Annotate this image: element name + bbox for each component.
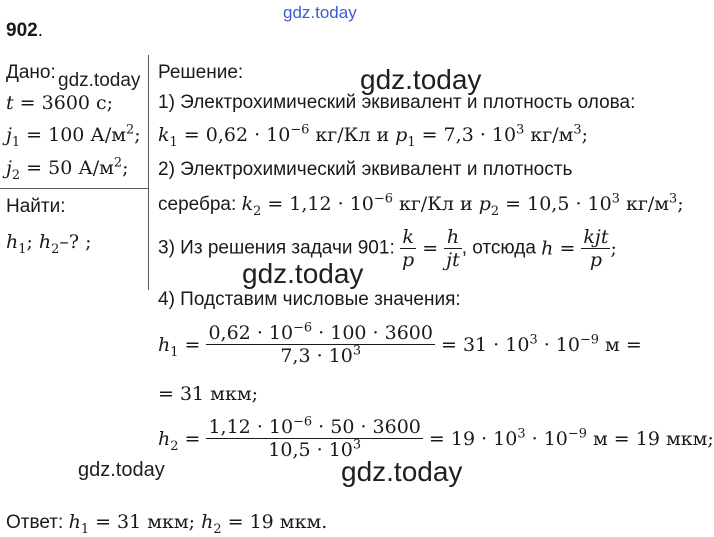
- watermark-upper-right: gdz.today: [360, 64, 482, 95]
- find-unknowns: $h_1$; $h_2-$? ;: [6, 231, 92, 257]
- horizontal-divider: [0, 188, 149, 189]
- solution-title: Решение:: [158, 62, 244, 83]
- watermark-bottom-left: gdz.today: [78, 459, 165, 481]
- solution-h1-result: = 31 мкм;: [158, 383, 259, 405]
- watermark-middle: gdz.today: [242, 258, 364, 289]
- solution-step1: 1) Электрохимический эквивалент и плотность олова:: [158, 92, 636, 113]
- find-title: Найти:: [6, 196, 66, 217]
- vertical-divider: [148, 55, 149, 290]
- solution-step3: 3) Из решения задачи 901: $\frac{k}{p}$ = $\frac{h}{jt}$ , отсюда h = $\frac{\text{kjt}}{p}$ ;: [158, 226, 617, 271]
- solution-step2: 2) Электрохимический эквивалент и плотность: [158, 159, 573, 180]
- solution-step4: 4) Подставим числовые значения:: [158, 289, 461, 310]
- problem-number: 902.: [6, 20, 43, 41]
- given-title: Дано:: [6, 62, 56, 83]
- solution-h1: $h_1$ = $\frac{0,62 \cdot 10^{-6} \cdot 100 \cdot 3600}{7,3 \cdot 10^3}$ = $31 \cdot 10^3 \cdot 10^{-9}$ м =: [158, 320, 642, 367]
- solution-h2: $h_2$ = $\frac{1,12 \cdot 10^{-6} \cdot 50 \cdot 3600}{10,5 \cdot 10^3}$ = $19 \cdot 10^3 \cdot 10^{-9}$ м = 19 мкм;: [158, 414, 714, 461]
- given-j2: $j_2 = 50$ $А/м^2$;: [6, 155, 129, 183]
- given-t: t = 3600 с;: [6, 92, 114, 114]
- given-j1: $j_1 = 100$ $А/м^2$;: [6, 122, 141, 150]
- solution-step2-values: серебра: $k_2 = 1,12 \cdot 10^{-6}$ кг/Кл и $p_2 = 10,5 \cdot 10^3$ $кг/м^3$;: [158, 191, 684, 219]
- solution-step1-values: $k_1 = 0,62 \cdot 10^{-6}$ кг/Кл и $p_1 = 7,3 \cdot 10^3$ $кг/м^3$;: [158, 122, 588, 150]
- watermark-top: gdz.today: [283, 3, 357, 22]
- watermark-given: gdz.today: [58, 70, 141, 91]
- watermark-bottom-right: gdz.today: [341, 456, 463, 487]
- answer: Ответ: $h_1 = 31$ мкм; $h_2 = 19$ мкм.: [6, 511, 328, 537]
